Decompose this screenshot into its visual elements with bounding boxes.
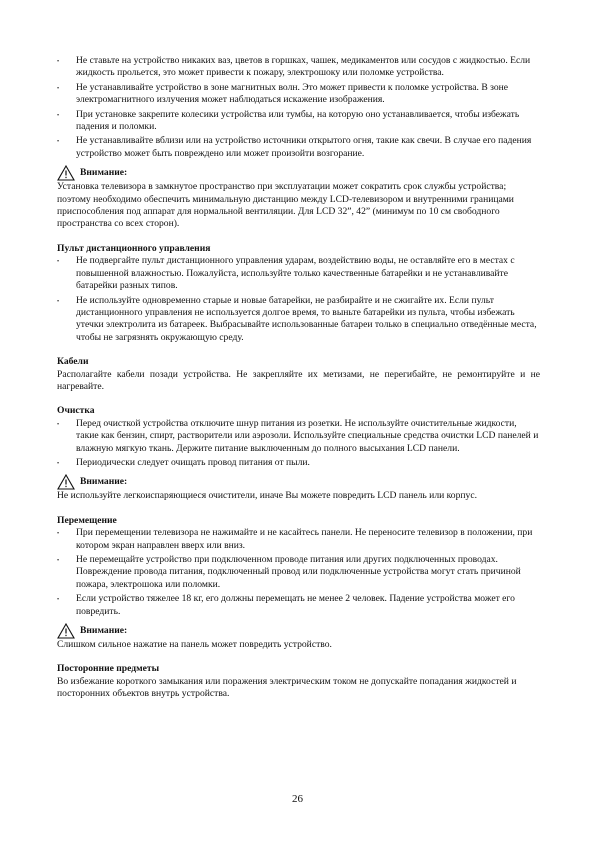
bullet-dot-icon: • — [57, 558, 60, 564]
warning-text: Установка телевизора в замкнутое пространство при эксплуатации может сократить срок службы устройства; поэтому необходимо обеспечить минимальную дистанцию между LCD-телевизором и внутренними границами приспособления под аппарат для нормальной вентиляции. Для LCD 32”, 42” (минимум по 10 см свободного пространства со всех сторон). — [57, 181, 514, 230]
bullet-dot-icon: • — [57, 85, 60, 92]
list-item: • Не устанавливайте устройство в зоне магнитных волн. Это может привести к поломке устройства. В зоне электромагнитного излучения может наблюдаться искажение изображения. — [57, 81, 509, 106]
section-heading: Посторонние предметы — [57, 663, 160, 675]
bullet-dot-icon: • — [57, 59, 60, 65]
warning-triangle-icon — [57, 165, 75, 181]
section-foreign-objects — [57, 663, 540, 700]
list-item: • Не ставьте на устройство никаких ваз, цветов в горшках, чашек, медикаментов или сосудов с жидкостью. Если жидкость прольется, это может привести к пожару, электрошоку или поломке устройства. — [57, 55, 531, 79]
bullet-dot-icon: • — [57, 112, 60, 119]
warning-title: Внимание: — [80, 624, 128, 636]
list-item: • Периодически следует очищать провод питания от пыли. — [57, 456, 310, 468]
remote-bullet-list — [57, 255, 540, 344]
list-item: • Перед очисткой устройства отключите шнур питания из розетки. Не используйте очистительные жидкости, такие как бензин, спирт, растворители или аэрозоли. Используйте специальные средства очистки LCD панелей и влажную мягкую ткань. Держите питание выключенным до полного высыхания LCD панели. — [57, 417, 539, 454]
section-moving — [57, 515, 540, 618]
list-item: • Не устанавливайте вблизи или на устройство источники открытого огня, такие как свечи. В случае его падения устройство может быть повреждено или может произойти возгорание. — [57, 135, 532, 159]
section-heading: Кабели — [57, 356, 89, 368]
section-cables — [57, 356, 540, 393]
section-remote — [57, 243, 540, 344]
section-heading: Очистка — [57, 405, 95, 417]
section-cleaning — [57, 405, 540, 469]
page-number: 26 — [292, 793, 303, 805]
warning-block-cleaners — [57, 474, 540, 502]
list-item: • Не подвергайте пульт дистанционного управления ударам, воздействию воды, не оставляйте его в местах с повышенной влажностью. Пожалуйста, используйте только качественные батарейки и не устанавливайте батарейки разных типов. — [57, 255, 515, 292]
bullet-dot-icon: • — [57, 139, 60, 146]
list-item: • При перемещении телевизора не нажимайте и не касайтесь панели. Не переносите телевизор в положении, при котором экран направлен вверх или вниз. — [57, 527, 533, 551]
cleaning-bullet-list — [57, 418, 540, 470]
manual-page — [57, 55, 540, 701]
bullet-dot-icon: • — [57, 531, 60, 538]
list-item: • Не перемещайте устройство при подключенном проводе питания или других подключенных проводах. Повреждение провода питания, подключенный провод или подключенные устройства могут стать причиной пожара, электрошока или поломки. — [57, 554, 521, 590]
moving-bullet-list — [57, 527, 540, 618]
warning-text: Не используйте легкоиспаряющиеся очистители, иначе Вы можете повредить LCD панель или корпус. — [57, 490, 477, 502]
bullet-dot-icon: • — [57, 298, 60, 305]
list-item: • При установке закрепите колесики устройства или тумбы, на которую оно устанавливается, чтобы избежать падения и поломки. — [57, 108, 520, 133]
list-item: • Не используйте одновременно старые и новые батарейки, не разбирайте и не сжигайте их. Если пульт дистанционного управления не используется долгое время, то выньте батарейки из пульта, чтобы избежать утечки электролита из батареек. Выбрасывайте использованные батареи только в специально отведённые места, чтобы не загрязнять окружающую среду. — [57, 294, 537, 343]
warning-title: Внимание: — [80, 476, 128, 488]
section-text: Во избежание короткого замыкания или поражения электрическим током не допускайте попадания жидкостей и посторонних объектов внутрь устройства. — [57, 675, 517, 700]
warning-block-pressure — [57, 623, 540, 651]
warning-triangle-icon — [57, 623, 75, 639]
intro-bullet-list — [57, 55, 540, 160]
bullet-dot-icon: • — [57, 259, 60, 266]
bullet-dot-icon: • — [57, 460, 60, 467]
warning-block-ventilation — [57, 165, 540, 231]
warning-text: Слишком сильное нажатие на панель может повредить устройство. — [57, 639, 332, 651]
list-item: • Если устройство тяжелее 18 кг, его должны перемещать не менее 2 человек. Падение устройства может его повредить. — [57, 593, 515, 617]
section-heading: Пульт дистанционного управления — [57, 242, 211, 254]
warning-triangle-icon — [57, 474, 75, 490]
section-text: Располагайте кабели позади устройства. Не закрепляйте их метизами, не перегибайте, не ремонтируйте и не нагревайте. — [57, 368, 540, 392]
bullet-dot-icon: • — [57, 597, 60, 604]
section-heading: Перемещение — [57, 514, 117, 526]
bullet-dot-icon: • — [57, 421, 60, 428]
warning-title: Внимание: — [80, 167, 128, 179]
